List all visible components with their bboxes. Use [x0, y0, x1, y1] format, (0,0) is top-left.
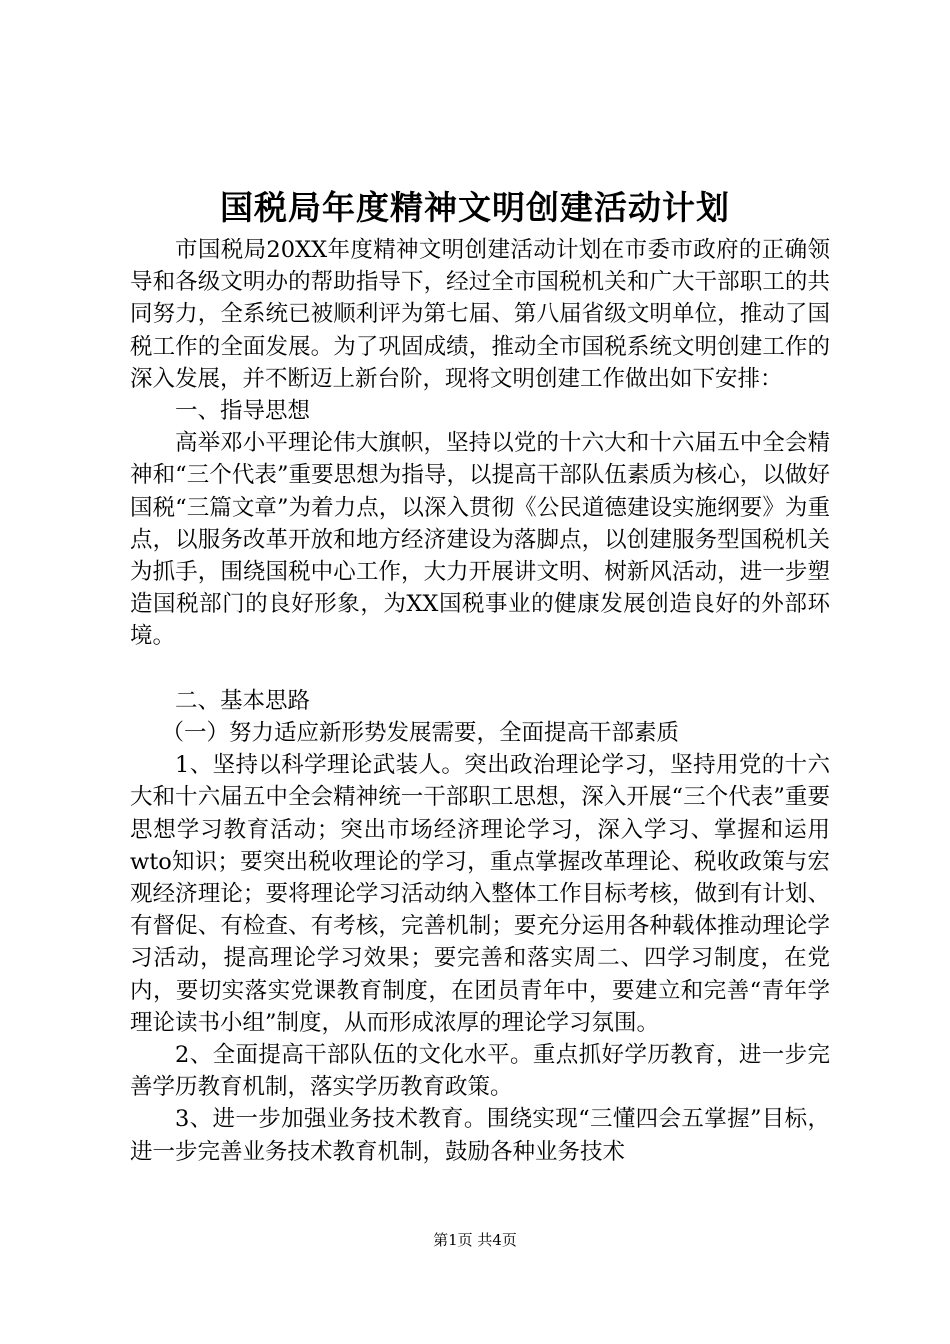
- section-heading-guiding-thought: 一、指导思想: [175, 398, 311, 425]
- document-body: [130, 234, 830, 1168]
- item-2-paragraph: 2、全面提高干部队伍的文化水平。重点抓好学历教育，进一步完善学历教育机制，落实学历教育政策。: [130, 1042, 830, 1101]
- guiding-thought-paragraph: 高举邓小平理论伟大旗帜，坚持以党的十六大和十六届五中全会精神和“三个代表”重要思想为指导，以提高干部队伍素质为核心，以做好国税“三篇文章”为着力点，以深入贯彻《公民道德建设实施纲要》为重点，以服务改革开放和地方经济建设为落脚点，以创建服务型国税机关为抓手，围绕国税中心工作，大力开展讲文明、树新风活动，进一步塑造国税部门的良好形象，为XX国税事业的健康发展创造良好的外部环境。: [130, 430, 830, 650]
- sub-heading-improve-quality: （一）努力适应新形势发展需要，全面提高干部素质: [161, 720, 680, 747]
- page-footer: 第1页 共4页: [433, 1231, 517, 1249]
- blank-line: [130, 653, 830, 685]
- intro-paragraph: 市国税局20XX年度精神文明创建活动计划在市委市政府的正确领导和各级文明办的帮助指导下，经过全市国税机关和广大干部职工的共同努力，全系统已被顺利评为第七届、第八届省级文明单位，推动了国税工作的全面发展。为了巩固成绩，推动全市国税系统文明创建工作的深入发展，并不断迈上新台阶，现将文明创建工作做出如下安排：: [130, 237, 830, 392]
- document-title: 国税局年度精神文明创建活动计划: [220, 188, 730, 227]
- item-3-paragraph: 3、进一步加强业务技术教育。围绕实现“三懂四会五掌握”目标，进一步完善业务技术教育机制，鼓励各种业务技术: [130, 1106, 830, 1165]
- item-1-paragraph: 1、坚持以科学理论武装人。突出政治理论学习，坚持用党的十六大和十六届五中全会精神统一干部职工思想，深入开展“三个代表”重要思想学习教育活动；突出市场经济理论学习，深入学习、掌握和运用wto知识；要突出税收理论的学习，重点掌握改革理论、税收政策与宏观经济理论；要将理论学习活动纳入整体工作目标考核，做到有计划、有督促、有检查、有考核，完善机制；要充分运用各种载体推动理论学习活动，提高理论学习效果；要完善和落实周二、四学习制度，在党内，要切实落实党课教育制度，在团员青年中，要建立和完善“青年学理论读书小组”制度，从而形成浓厚的理论学习氛围。: [130, 752, 830, 1036]
- section-heading-basic-approach: 二、基本思路: [175, 687, 311, 714]
